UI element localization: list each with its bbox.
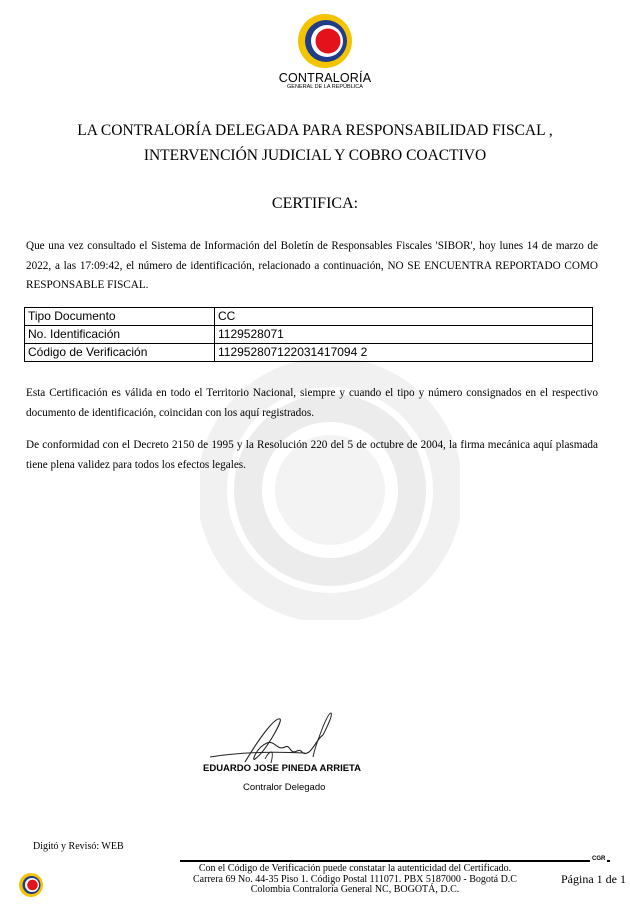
cgr-mark: CGR [592, 856, 606, 862]
table-cell-value: 1129528071 [215, 326, 593, 344]
footer-line-1: Con el Código de Verificación puede constatar la autenticidad del Certificado. [198, 863, 512, 874]
table-row [25, 308, 593, 326]
contraloria-emblem-icon [296, 12, 354, 70]
logo-name: CONTRALORÍA [278, 71, 372, 85]
certification-paragraph: Que una vez consultado el Sistema de Información del Boletín de Responsables Fiscales 'SIBOR', hoy lunes 14 de marzo de 2022, a las 17:09:42, el número de identificación, relacionado a continuación, NO SE ENCUENTRA REPORTADO COMO RESPONSABLE FISCAL. [26, 240, 598, 291]
footer-line-3: Colombia Contraloría General NC, BOGOTÁ, D.C. [250, 884, 460, 895]
legal-paragraph: De conformidad con el Decreto 2150 de 1995 y la Resolución 220 del 5 de octubre de 2004, la firma mecánica aquí plasmada tiene plena validez para todos los efectos legales. [26, 439, 598, 471]
certifica-title: CERTIFICA: [271, 195, 359, 212]
table-cell-label: Código de Verificación [25, 344, 215, 362]
identification-table [24, 307, 593, 362]
contraloria-logo [270, 12, 380, 92]
signer-role: Contralor Delegado [243, 782, 326, 793]
footer-line-2: Carrera 69 No. 44-35 Piso 1. Código Postal 111071. PBX 5187000 - Bogotá D.C [193, 873, 517, 885]
table-cell-value: CC [215, 308, 593, 326]
page-number: Página 1 de 1 [561, 872, 626, 886]
heading-line-2: INTERVENCIÓN JUDICIAL Y COBRO COACTIVO [143, 147, 487, 164]
digito-reviso: Digitó y Revisó: WEB [33, 841, 124, 852]
signer-name: EDUARDO JOSE PINEDA ARRIETA [203, 763, 361, 774]
logo-subtitle: GENERAL DE LA REPÚBLICA [287, 84, 363, 90]
footer-emblem-icon [18, 872, 44, 898]
table-cell-label: Tipo Documento [25, 308, 215, 326]
table-cell-value: 112952807122031417094 2 [215, 344, 593, 362]
table-row [25, 344, 593, 362]
validity-paragraph: Esta Certificación es válida en todo el Territorio Nacional, siempre y cuando el tipo y número consignados en el respectivo documento de identificación, coincidan con los aquí registrados. [26, 387, 598, 419]
heading-line-1: LA CONTRALORÍA DELEGADA PARA RESPONSABILIDAD FISCAL , [77, 122, 553, 139]
footer-divider [180, 860, 610, 862]
table-cell-label: No. Identificación [25, 326, 215, 344]
table-row [25, 326, 593, 344]
footer-address [165, 864, 545, 896]
